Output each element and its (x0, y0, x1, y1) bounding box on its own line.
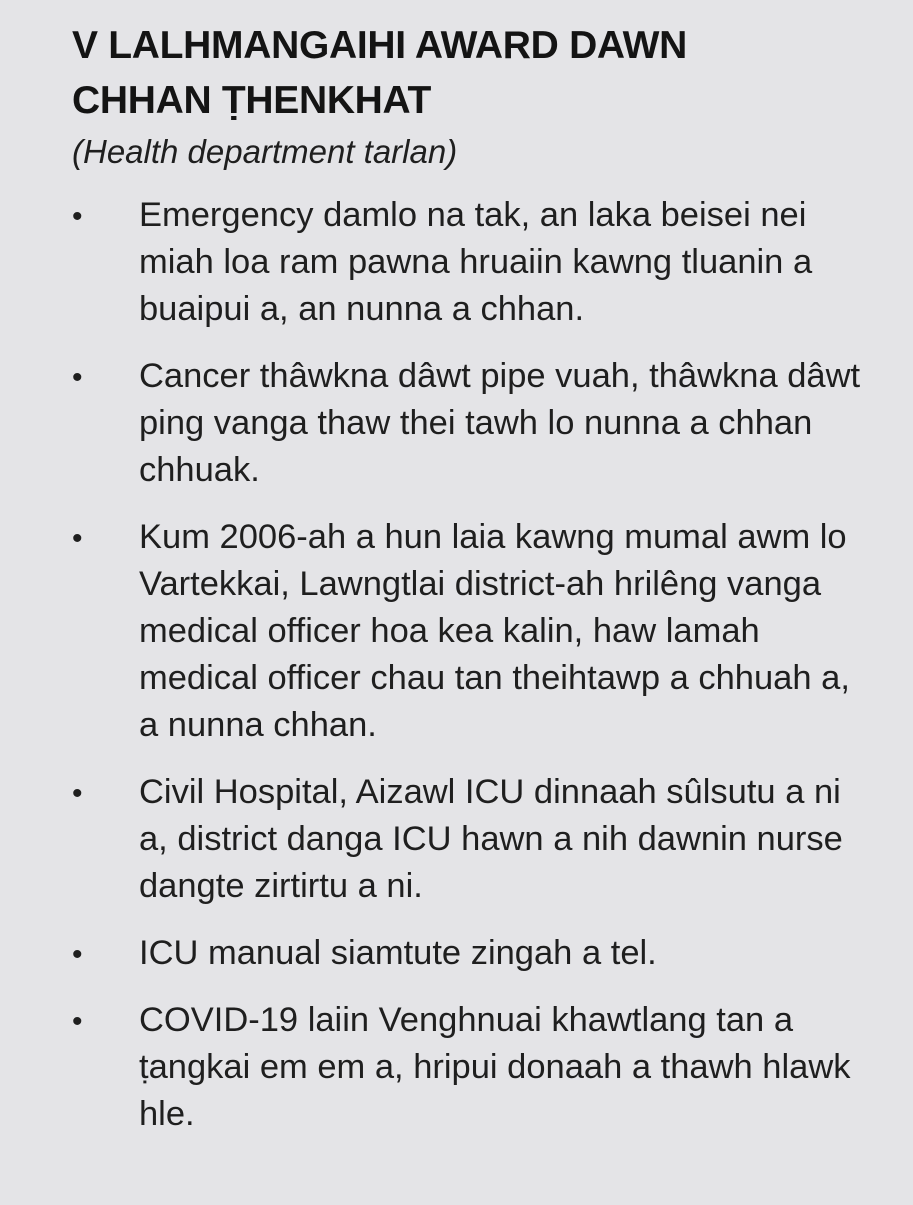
bullet-icon: • (72, 522, 83, 555)
page-title (72, 18, 873, 128)
list-item-text: Kum 2006-ah a hun laia kawng mumal awm lo Vartekkai, Lawngtlai district-ah hrilêng vanga medical officer hoa kea kalin, haw lamah medical officer chau tan theihtawp a chhuah a, a nunna chhan. (139, 518, 850, 744)
list-item-text: Emergency damlo na tak, an laka beisei nei miah loa ram pawna hruaiin kawng tluanin a buaipui a, an nunna a chhan. (139, 196, 813, 328)
list-item (72, 930, 873, 977)
bullet-icon: • (72, 777, 83, 810)
list-item (72, 997, 873, 1138)
list-item (72, 514, 873, 749)
list-item (72, 192, 873, 333)
page-subtitle: (Health department tarlan) (72, 133, 458, 170)
title-line-1: V LALHMANGAIHI AWARD DAWN (72, 24, 688, 67)
bullet-icon: • (72, 361, 83, 394)
achievement-list (72, 192, 873, 1138)
bullet-icon: • (72, 1005, 83, 1038)
list-item-text: COVID-19 laiin Venghnuai khawtlang tan a ṭangkai em em a, hripui donaah a thawh hlawk hle. (139, 1001, 851, 1133)
list-item (72, 353, 873, 494)
title-line-2: CHHAN ṬHENKHAT (72, 79, 432, 122)
list-item (72, 769, 873, 910)
bullet-icon: • (72, 200, 83, 233)
list-item-text: Civil Hospital, Aizawl ICU dinnaah sûlsutu a ni a, district danga ICU hawn a nih dawnin nurse dangte zirtirtu a ni. (139, 773, 843, 905)
bullet-icon: • (72, 938, 83, 971)
list-item-text: Cancer thâwkna dâwt pipe vuah, thâwkna dâwt ping vanga thaw thei tawh lo nunna a chhan chhuak. (139, 357, 861, 489)
list-item-text: ICU manual siamtute zingah a tel. (139, 934, 657, 972)
